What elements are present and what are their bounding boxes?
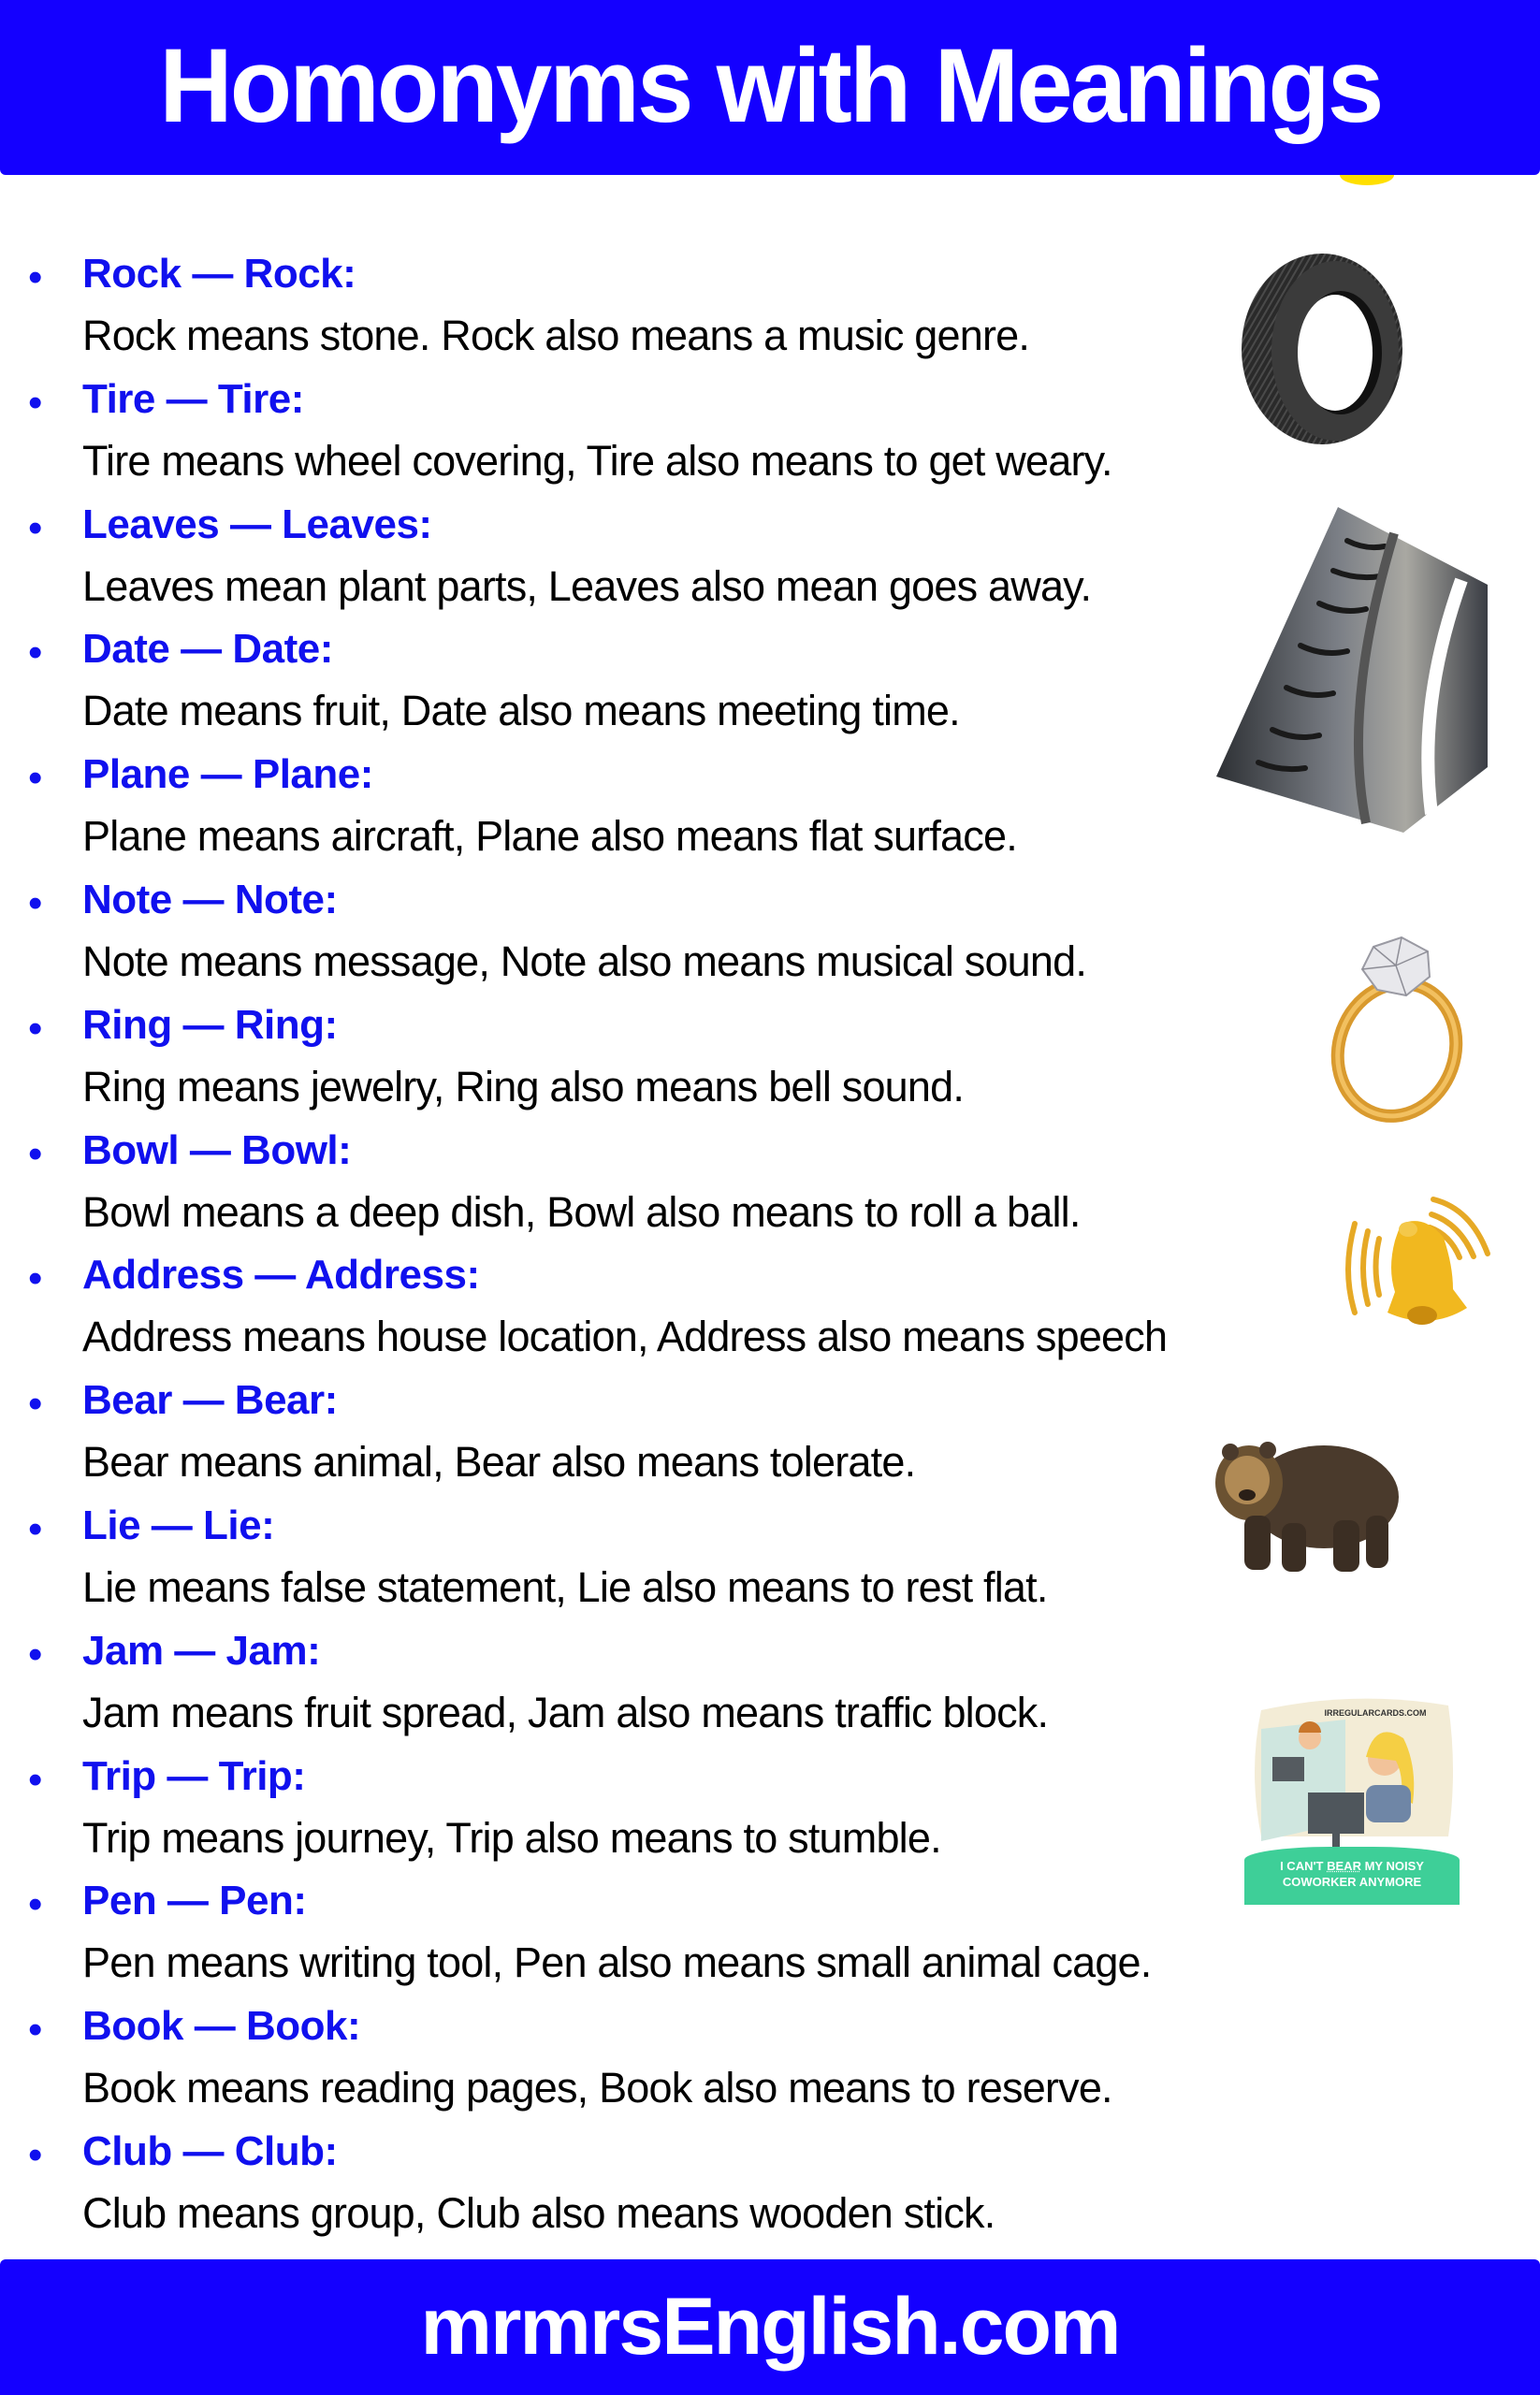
item-description: Date means fruit, Date also means meeting time. [82, 687, 960, 735]
list-item [0, 1991, 1540, 2116]
bullet-icon: • [28, 1631, 43, 1677]
bullet-icon: • [28, 1505, 43, 1552]
item-description: Book means reading pages, Book also means to reserve. [82, 2064, 1112, 2112]
bullet-icon: • [28, 1881, 43, 1928]
bullet-icon: • [28, 254, 43, 300]
ring-icon [1308, 909, 1476, 1125]
list-item [0, 1115, 1540, 1241]
item-heading: Bowl — Bowl: [82, 1126, 352, 1173]
bear-image [1202, 1422, 1403, 1583]
item-description: Note means message, Note also means musical sound. [82, 936, 1087, 985]
list-item [0, 1240, 1540, 1365]
item-heading: Jam — Jam: [82, 1627, 321, 1674]
item-heading: Book — Book: [82, 2003, 361, 2050]
comic-card-image [1244, 1691, 1460, 1905]
bullet-icon: • [28, 1005, 43, 1052]
item-description: Pen means writing tool, Pen also means small animal cage. [82, 1938, 1152, 1987]
bullet-icon: • [28, 1130, 43, 1177]
item-heading: Ring — Ring: [82, 1001, 338, 1048]
tire-tread-image [1207, 496, 1497, 842]
item-heading: Leaves — Leaves: [82, 501, 432, 547]
item-heading: Address — Address: [82, 1252, 480, 1299]
item-description: Club means group, Club also means wooden stick. [82, 2188, 995, 2237]
item-heading: Date — Date: [82, 626, 333, 673]
item-description: Rock means stone. Rock also means a music genre. [82, 312, 1030, 359]
bullet-icon: • [28, 504, 43, 551]
bullet-icon: • [28, 1381, 43, 1428]
bullet-icon: • [28, 1756, 43, 1803]
ring-image [1308, 909, 1476, 1125]
bullet-icon: • [28, 379, 43, 426]
tire-tread-icon [1207, 496, 1497, 842]
site-url-text: mrmrsEnglish.com [420, 2282, 1120, 2372]
item-description: Leaves mean plant parts, Leaves also mean goes away. [82, 561, 1092, 610]
bullet-icon: • [28, 630, 43, 676]
item-heading: Rock — Rock: [82, 251, 356, 297]
item-heading: Tire — Tire: [82, 375, 304, 422]
bullet-icon: • [28, 755, 43, 802]
tire-image [1230, 248, 1408, 449]
bear-icon [1202, 1422, 1403, 1583]
item-heading: Trip — Trip: [82, 1752, 306, 1799]
comic-caption-line1: I CAN'T BEAR MY NOISY [1280, 1859, 1424, 1873]
item-description: Plane means aircraft, Plane also means flat surface. [82, 812, 1017, 861]
list-item [0, 2116, 1540, 2242]
item-description: Address means house location, Address also means speech [82, 1313, 1168, 1361]
item-description: Tire means wheel covering, Tire also means to get weary. [82, 436, 1112, 485]
bullet-icon: • [28, 879, 43, 926]
footer-banner [0, 2259, 1540, 2395]
item-heading: Note — Note: [82, 876, 338, 922]
item-heading: Pen — Pen: [82, 1878, 307, 1924]
item-description: Ring means jewelry, Ring also means bell sound. [82, 1062, 965, 1110]
comic-watermark: IRREGULARCARDS.COM [1324, 1708, 1427, 1718]
bullet-icon: • [28, 2007, 43, 2054]
item-heading: Lie — Lie: [82, 1502, 275, 1548]
item-heading: Plane — Plane: [82, 751, 373, 798]
item-heading: Bear — Bear: [82, 1377, 338, 1424]
header-banner [0, 0, 1540, 175]
bullet-icon: • [28, 1256, 43, 1302]
item-description: Jam means fruit spread, Jam also means traffic block. [82, 1688, 1049, 1736]
bell-image [1319, 1186, 1502, 1341]
item-description: Lie means false statement, Lie also means to rest flat. [82, 1562, 1048, 1611]
bell-icon [1319, 1186, 1502, 1341]
tire-icon [1230, 248, 1408, 449]
comic-caption-line2: COWORKER ANYMORE [1282, 1875, 1422, 1889]
item-description: Bowl means a deep dish, Bowl also means to roll a ball. [82, 1187, 1081, 1236]
comic-caption [1244, 1847, 1460, 1905]
item-heading: Club — Club: [82, 2127, 338, 2174]
item-description: Trip means journey, Trip also means to stumble. [82, 1813, 941, 1862]
bullet-icon: • [28, 2131, 43, 2178]
page-title: Homonyms with Meanings [158, 27, 1382, 144]
item-description: Bear means animal, Bear also means tolerate. [82, 1438, 916, 1487]
